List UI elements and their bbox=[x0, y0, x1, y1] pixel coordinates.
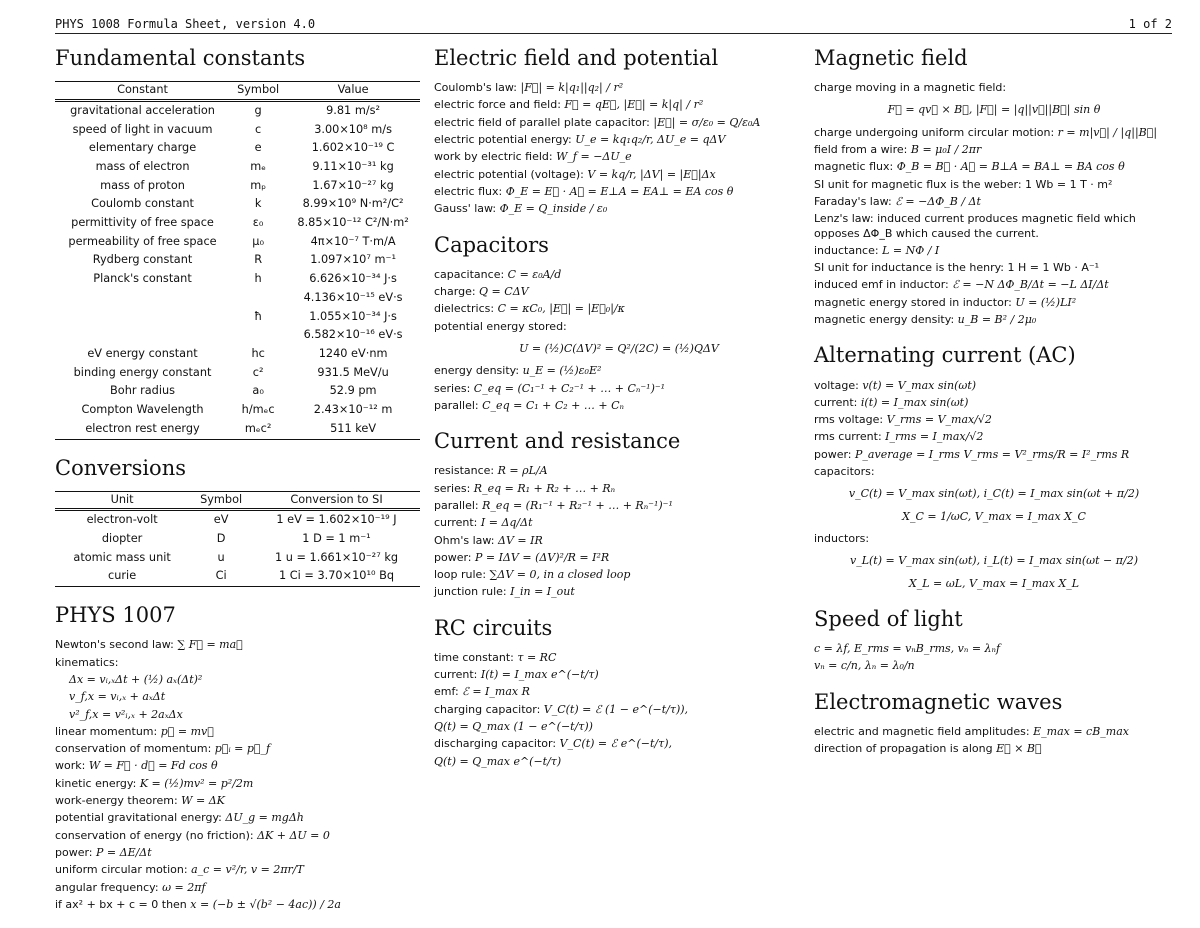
sheet-title: PHYS 1008 Formula Sheet, version 4.0 bbox=[55, 17, 316, 31]
formula-line: Ohm's law: ΔV = IR bbox=[434, 533, 543, 547]
current-section bbox=[434, 429, 804, 600]
formula-line: work by electric field: W_f = −ΔU_e bbox=[434, 150, 632, 164]
table-header-cell: Conversion to SI bbox=[253, 491, 420, 510]
formula-line: magnetic flux: Φ_B = B⃗ · A⃗ = B⊥A = BA⊥ = BA cos θ bbox=[814, 160, 1125, 174]
table-cell: k bbox=[254, 197, 262, 211]
formula-display: X_L = ωL, V_max = I_max X_L bbox=[908, 576, 1080, 590]
formula-display: F⃗ = qv⃗ × B⃗, |F⃗| = |q||v⃗||B⃗| sin θ bbox=[887, 103, 1101, 117]
formula-display: v_C(t) = V_max sin(ωt), i_C(t) = I_max sin(ωt + π/2) bbox=[848, 487, 1140, 501]
table-cell: 1.055×10⁻³⁴ J·s bbox=[309, 309, 397, 323]
table-cell: 1 Ci = 3.70×10¹⁰ Bq bbox=[253, 567, 420, 586]
formula-line: electric potential (voltage): V = kq/r, |ΔV| = |E⃗|Δx bbox=[434, 167, 716, 181]
table-cell bbox=[230, 326, 286, 345]
table-row bbox=[55, 233, 420, 252]
table-cell: μ₀ bbox=[252, 234, 264, 248]
formula-line: power: P = ΔE/Δt bbox=[55, 845, 152, 859]
formula-line: linear momentum: p⃗ = mv⃗ bbox=[55, 724, 214, 738]
table-cell: mass of proton bbox=[100, 178, 185, 192]
bfield-heading: Magnetic field bbox=[814, 46, 968, 70]
table-cell: 6.626×10⁻³⁴ J·s bbox=[309, 272, 397, 286]
formula-line: rms voltage: V_rms = V_max/√2 bbox=[814, 413, 992, 427]
formula-line: field from a wire: B = μ₀I / 2πr bbox=[814, 143, 982, 157]
formula-line: power: P = IΔV = (ΔV)²/R = I²R bbox=[434, 550, 610, 564]
bfield-section bbox=[814, 46, 1174, 327]
current-heading: Current and resistance bbox=[434, 429, 681, 454]
table-cell: electron rest energy bbox=[55, 420, 230, 439]
table-cell: electron-volt bbox=[86, 513, 158, 527]
table-cell: 9.81 m/s² bbox=[326, 103, 381, 117]
table-cell: curie bbox=[55, 567, 189, 586]
phys1007-section bbox=[55, 603, 420, 912]
formula-line: uniform circular motion: a_c = v²/r, v = 2πr/T bbox=[55, 863, 304, 877]
formula-line: resistance: R = ρL/A bbox=[434, 464, 548, 478]
formula-line: charge: Q = CΔV bbox=[434, 285, 529, 299]
column-2 bbox=[434, 46, 804, 785]
ac-section bbox=[814, 343, 1174, 590]
formula-line: discharging capacitor: V_C(t) = ℰ e^(−t/τ), bbox=[434, 737, 673, 751]
conversions-heading: Conversions bbox=[55, 455, 187, 480]
formula-line: kinetic energy: K = (½)mv² = p²/2m bbox=[55, 776, 254, 790]
table-cell bbox=[55, 326, 230, 345]
table-cell: binding energy constant bbox=[73, 365, 212, 379]
table-cell: h bbox=[254, 272, 262, 286]
table-row bbox=[55, 270, 420, 289]
table-cell: 9.11×10⁻³¹ kg bbox=[312, 159, 394, 173]
formula-line: Gauss' law: Φ_E = Q_inside / ε₀ bbox=[434, 202, 608, 216]
table-cell: c bbox=[255, 122, 262, 136]
table-cell: gravitational acceleration bbox=[70, 103, 215, 117]
column-3 bbox=[814, 46, 1174, 772]
formula-line: junction rule: I_in = I_out bbox=[434, 585, 575, 599]
formula-display: X_C = 1/ωC, V_max = I_max X_C bbox=[902, 509, 1086, 523]
formula-line: charge undergoing uniform circular motion: r = m|v⃗| / |q||B⃗| bbox=[814, 125, 1158, 139]
formula-line: current: I(t) = I_max e^(−t/τ) bbox=[434, 668, 599, 682]
formula-line: angular frequency: ω = 2πf bbox=[55, 880, 206, 894]
formula-display: U = (½)C(ΔV)² = Q²/(2C) = (½)QΔV bbox=[519, 341, 719, 355]
table-cell: mₑ bbox=[250, 159, 266, 173]
table-cell: Rydberg constant bbox=[92, 253, 193, 267]
formula-line: SI unit for magnetic flux is the weber: 1 Wb = 1 T · m² bbox=[814, 177, 1113, 191]
table-cell: hc bbox=[251, 347, 265, 360]
table-cell: a₀ bbox=[252, 384, 264, 398]
formula-line: potential gravitational energy: ΔU_g = mgΔh bbox=[55, 811, 304, 825]
conversions-section bbox=[55, 456, 420, 588]
table-cell: 931.5 MeV/u bbox=[317, 365, 389, 379]
ac-heading: Alternating current (AC) bbox=[814, 343, 1076, 368]
formula-line: parallel: R_eq = (R₁⁻¹ + R₂⁻¹ + … + Rₙ⁻¹)⁻¹ bbox=[434, 498, 673, 512]
rc-section bbox=[434, 616, 804, 769]
table-cell: Compton Wavelength bbox=[81, 403, 204, 417]
table-cell: 4.136×10⁻¹⁵ eV·s bbox=[303, 290, 403, 304]
formula-line: Faraday's law: ℰ = −ΔΦ_B / Δt bbox=[814, 194, 981, 208]
formula-line: if ax² + bx + c = 0 then x = (−b ± √(b² − 4ac)) / 2a bbox=[55, 897, 341, 911]
formula-line: v_f,x = vᵢ,ₓ + aₓΔt bbox=[69, 690, 166, 704]
formula-line: electric and magnetic field amplitudes: E_max = cB_max bbox=[814, 724, 1129, 738]
formula-line: series: R_eq = R₁ + R₂ + … + Rₙ bbox=[434, 481, 616, 495]
table-cell bbox=[55, 308, 230, 327]
table-cell: atomic mass unit bbox=[73, 550, 171, 564]
formula-line: vₙ = c/n, λₙ = λ₀/n bbox=[814, 659, 915, 673]
formula-line: potential energy stored: bbox=[434, 319, 567, 333]
conversions-table bbox=[55, 491, 420, 587]
table-row bbox=[55, 549, 420, 568]
table-row bbox=[55, 100, 420, 120]
table-cell: permittivity of free space bbox=[71, 216, 214, 230]
table-cell: Ci bbox=[189, 567, 253, 586]
light-heading: Speed of light bbox=[814, 606, 963, 631]
table-cell: R bbox=[254, 253, 263, 267]
page-number: 1 of 2 bbox=[1128, 17, 1172, 31]
formula-line: Coulomb's law: |F⃗| = k|q₁||q₂| / r² bbox=[434, 81, 624, 95]
formula-line: Q(t) = Q_max e^(−t/τ) bbox=[434, 754, 562, 768]
capacitors-heading: Capacitors bbox=[434, 232, 549, 257]
formula-line: dielectrics: C = κC₀, |E⃗| = |E⃗₀|/κ bbox=[434, 302, 625, 316]
formula-line: magnetic energy stored in inductor: U = (½)LI² bbox=[814, 295, 1077, 309]
formula-line: kinematics: bbox=[55, 655, 119, 669]
table-cell: D bbox=[216, 532, 226, 546]
emwaves-section bbox=[814, 690, 1174, 757]
formula-line: energy density: u_E = (½)ε₀E² bbox=[434, 364, 602, 378]
formula-line: electric field of parallel plate capacitor: |E⃗| = σ/ε₀ = Q/ε₀A bbox=[434, 115, 761, 129]
capacitors-section bbox=[434, 233, 804, 414]
table-row bbox=[55, 364, 420, 383]
table-row bbox=[55, 420, 420, 439]
table-row bbox=[55, 289, 420, 308]
table-header-cell: Unit bbox=[55, 491, 189, 510]
table-cell: ħ bbox=[254, 309, 263, 323]
formula-line: electric potential energy: U_e = kq₁q₂/r, ΔU_e = qΔV bbox=[434, 133, 726, 147]
table-cell: g bbox=[254, 103, 262, 117]
formula-line: Δx = vᵢ,ₓΔt + (½) aₓ(Δt)² bbox=[69, 672, 203, 686]
formula-line: magnetic energy density: u_B = B² / 2μ₀ bbox=[814, 313, 1037, 327]
formula-line: parallel: C_eq = C₁ + C₂ + … + Cₙ bbox=[434, 398, 624, 412]
formula-line: electric force and field: F⃗ = qE⃗, |E⃗| = k|q| / r² bbox=[434, 98, 704, 112]
table-cell: speed of light in vacuum bbox=[72, 122, 213, 136]
column-1 bbox=[55, 46, 420, 928]
table-row bbox=[55, 345, 420, 364]
table-cell: 511 keV bbox=[286, 420, 420, 439]
table-row bbox=[55, 510, 420, 530]
table-cell: 1.097×10⁷ m⁻¹ bbox=[310, 253, 396, 267]
efield-section bbox=[434, 46, 804, 217]
formula-line: induced emf in inductor: ℰ = −N ΔΦ_B/Δt = −L ΔI/Δt bbox=[814, 278, 1109, 292]
table-row bbox=[55, 121, 420, 140]
formula-line: capacitance: C = ε₀A/d bbox=[434, 267, 562, 281]
emwaves-heading: Electromagnetic waves bbox=[814, 689, 1063, 714]
table-cell bbox=[230, 289, 286, 308]
formula-line: conservation of momentum: p⃗ᵢ = p⃗_f bbox=[55, 742, 271, 756]
table-cell: 1.602×10⁻¹⁹ C bbox=[311, 141, 395, 155]
formula-line: charge moving in a magnetic field: bbox=[814, 81, 1007, 95]
formula-line: Newton's second law: ∑ F⃗ = ma⃗ bbox=[55, 638, 243, 652]
table-cell: 1240 eV·nm bbox=[318, 347, 388, 360]
phys1007-heading: PHYS 1007 bbox=[55, 603, 176, 628]
table-cell: h/mₑc bbox=[241, 403, 275, 417]
table-cell: diopter bbox=[101, 532, 143, 546]
table-row bbox=[55, 214, 420, 233]
table-header-cell: Constant bbox=[55, 82, 230, 101]
formula-line: series: C_eq = (C₁⁻¹ + C₂⁻¹ + … + Cₙ⁻¹)⁻¹ bbox=[434, 381, 666, 395]
table-row bbox=[55, 177, 420, 196]
table-cell: 2.43×10⁻¹² m bbox=[313, 403, 393, 417]
table-cell: 1 eV = 1.602×10⁻¹⁹ J bbox=[276, 513, 397, 527]
formula-line: inductors: bbox=[814, 531, 870, 545]
table-row bbox=[55, 139, 420, 158]
table-cell: Coulomb constant bbox=[91, 197, 194, 211]
table-cell: permeability of free space bbox=[68, 234, 217, 248]
formula-line: electric flux: Φ_E = E⃗ · A⃗ = E⊥A = EA⊥ = EA cos θ bbox=[434, 184, 734, 198]
table-cell: elementary charge bbox=[88, 141, 197, 155]
table-cell: eV energy constant bbox=[87, 347, 198, 360]
formula-line: v²_f,x = v²ᵢ,ₓ + 2aₓΔx bbox=[69, 707, 183, 721]
table-cell: 8.85×10⁻¹² C²/N·m² bbox=[297, 216, 409, 230]
table-row bbox=[55, 308, 420, 327]
formula-display: v_L(t) = V_max sin(ωt), i_L(t) = I_max sin(ωt − π/2) bbox=[849, 554, 1138, 568]
table-row bbox=[55, 158, 420, 177]
table-cell: Planck's constant bbox=[93, 272, 192, 286]
table-row bbox=[55, 567, 420, 586]
table-header-cell: Symbol bbox=[230, 82, 286, 101]
table-row bbox=[55, 251, 420, 270]
light-section bbox=[814, 607, 1174, 674]
table-cell: e bbox=[254, 141, 262, 155]
table-row bbox=[55, 382, 420, 401]
table-cell: mₚ bbox=[250, 178, 267, 192]
constants-table bbox=[55, 81, 420, 439]
formula-line: time constant: τ = RC bbox=[434, 650, 557, 664]
table-header-cell: Symbol bbox=[189, 491, 253, 510]
table-cell bbox=[55, 289, 230, 308]
rc-heading: RC circuits bbox=[434, 615, 553, 640]
formula-line: inductance: L = NΦ / I bbox=[814, 243, 940, 257]
table-cell: c² bbox=[252, 365, 264, 379]
table-cell: 1 u = 1.661×10⁻²⁷ kg bbox=[274, 550, 399, 564]
table-cell: 8.99×10⁹ N·m²/C² bbox=[302, 197, 404, 211]
table-cell: mₑc² bbox=[230, 420, 286, 439]
constants-section bbox=[55, 46, 420, 440]
formula-line: current: i(t) = I_max sin(ωt) bbox=[814, 395, 969, 409]
formula-line: conservation of energy (no friction): ΔK + ΔU = 0 bbox=[55, 828, 330, 842]
formula-line: Q(t) = Q_max (1 − e^(−t/τ)) bbox=[434, 720, 593, 734]
formula-line: work-energy theorem: W = ΔK bbox=[55, 794, 225, 808]
formula-line: emf: ℰ = I_max R bbox=[434, 685, 530, 699]
formula-line: c = λf, E_rms = vₙB_rms, vₙ = λₙf bbox=[814, 641, 1001, 655]
table-cell: 52.9 pm bbox=[329, 384, 377, 398]
table-row bbox=[55, 326, 420, 345]
table-cell: eV bbox=[213, 513, 229, 527]
table-cell: Bohr radius bbox=[110, 384, 176, 398]
table-row bbox=[55, 530, 420, 549]
table-cell: 1 D = 1 m⁻¹ bbox=[302, 532, 371, 546]
table-cell: 1.67×10⁻²⁷ kg bbox=[312, 178, 394, 192]
formula-line: direction of propagation is along E⃗ × B⃗ bbox=[814, 742, 1042, 756]
formula-line: charging capacitor: V_C(t) = ℰ (1 − e^(−t/τ)), bbox=[434, 702, 689, 716]
formula-line: current: I = Δq/Δt bbox=[434, 516, 533, 530]
formula-line: work: W = F⃗ · d⃗ = Fd cos θ bbox=[55, 759, 218, 773]
table-cell: ε₀ bbox=[252, 216, 264, 230]
table-cell: 3.00×10⁸ m/s bbox=[314, 122, 392, 136]
table-cell: 6.582×10⁻¹⁶ eV·s bbox=[303, 328, 403, 342]
formula-line: capacitors: bbox=[814, 465, 875, 479]
table-cell: mass of electron bbox=[95, 159, 190, 173]
page-header bbox=[55, 14, 1172, 34]
constants-heading: Fundamental constants bbox=[55, 46, 306, 70]
formula-line: SI unit for inductance is the henry: 1 H = 1 Wb · A⁻¹ bbox=[814, 261, 1100, 275]
efield-heading: Electric field and potential bbox=[434, 46, 719, 70]
table-row bbox=[55, 195, 420, 214]
formula-line: rms current: I_rms = I_max/√2 bbox=[814, 430, 984, 444]
table-header-cell: Value bbox=[286, 82, 420, 101]
formula-line: loop rule: ∑ΔV = 0, in a closed loop bbox=[434, 568, 631, 582]
table-cell: 4π×10⁻⁷ T·m/A bbox=[310, 234, 396, 248]
formula-line: Lenz's law: induced current produces magnetic field which opposes ΔΦ_B which caused the current. bbox=[814, 212, 1136, 240]
formula-line: power: P_average = I_rms V_rms = V²_rms/R = I²_rms R bbox=[814, 447, 1130, 461]
table-row bbox=[55, 401, 420, 420]
formula-line: voltage: v(t) = V_max sin(ωt) bbox=[814, 378, 977, 392]
table-cell: u bbox=[217, 550, 225, 564]
